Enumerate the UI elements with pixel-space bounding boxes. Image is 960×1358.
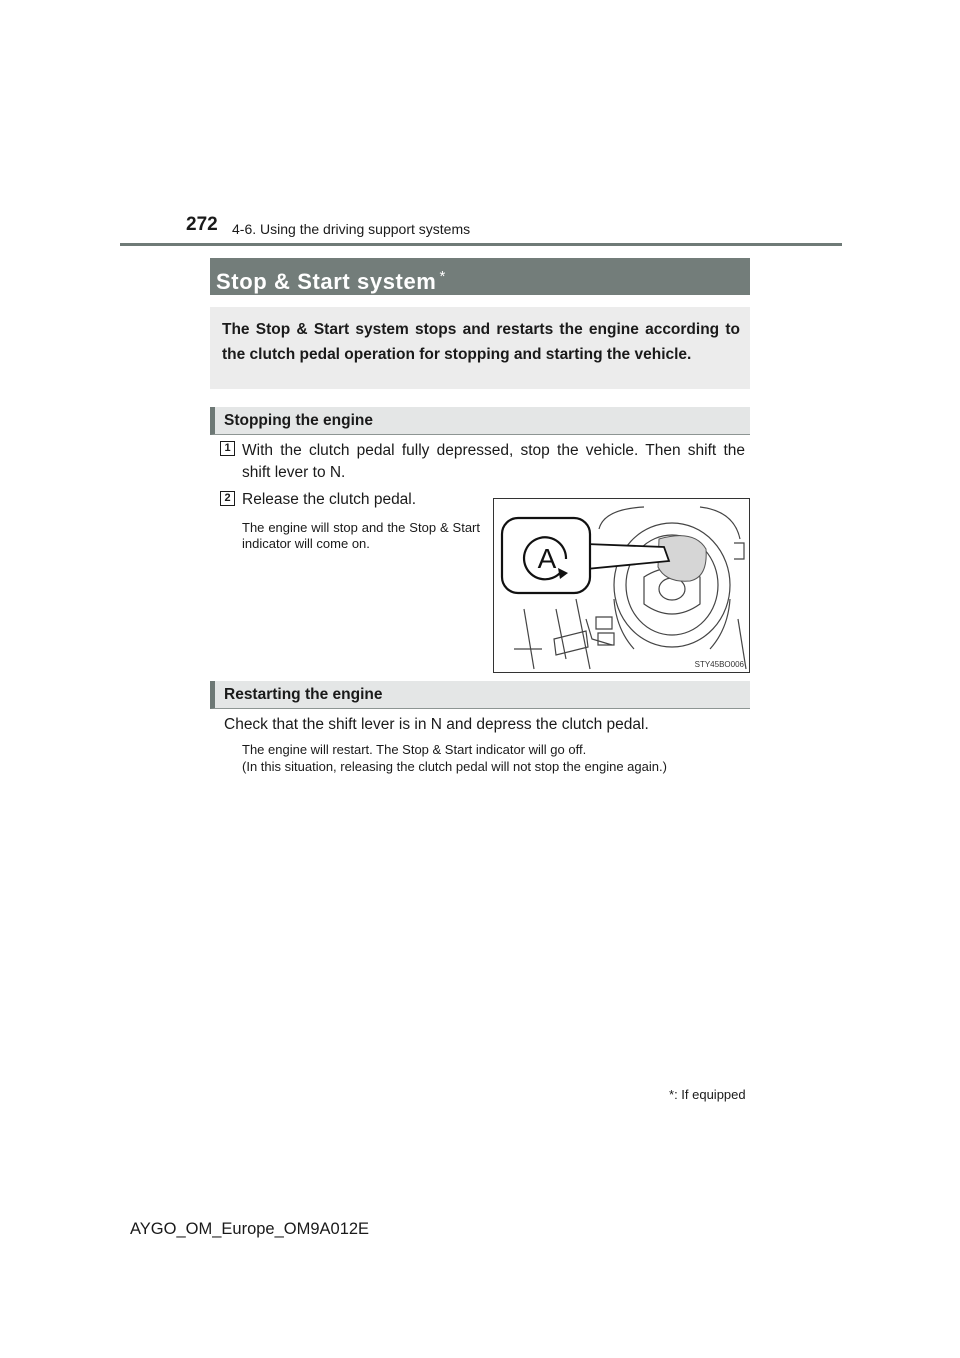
equipped-star: * (439, 268, 446, 285)
subheading-restarting: Restarting the engine (210, 681, 750, 709)
section-title: Stop & Start system (216, 269, 437, 294)
figure-steering-wheel (493, 498, 750, 673)
footnote-text: : If equipped (674, 1087, 746, 1102)
document-id: AYGO_OM_Europe_OM9A012E (130, 1220, 370, 1238)
indicator-letter: A (537, 543, 557, 574)
footnote-star: * (669, 1087, 675, 1102)
intro-box: The Stop & Start system stops and restarts the engine according to the clutch pedal operation for stopping and starting the vehicle. (210, 307, 750, 389)
step-badge-2: 2 (220, 491, 235, 506)
restart-note-line-1: The engine will restart. The Stop & Start indicator will go off. (242, 742, 587, 757)
step-note-2: The engine will stop and the Stop & Start indicator will come on. (242, 520, 480, 551)
step-text-2: Release the clutch pedal. (242, 491, 417, 508)
header-rule (120, 243, 842, 246)
restart-note-line-2: (In this situation, releasing the clutch pedal will not stop the engine again.) (242, 759, 667, 774)
restart-text: Check that the shift lever is in N and depress the clutch pedal. (224, 716, 649, 733)
figure-illustration (494, 499, 749, 672)
step-text-1: With the clutch pedal fully depressed, stop the vehicle. Then shift the shift lever to N. (242, 442, 745, 481)
footnote (669, 1087, 746, 1102)
section-title-bar (210, 258, 750, 295)
figure-code: STY45BO006 (694, 660, 744, 669)
subheading-stopping: Stopping the engine (210, 407, 750, 435)
page-number: 272 (186, 214, 218, 235)
step-badge-1: 1 (220, 441, 235, 456)
section-path: 4-6. Using the driving support systems (232, 221, 471, 237)
